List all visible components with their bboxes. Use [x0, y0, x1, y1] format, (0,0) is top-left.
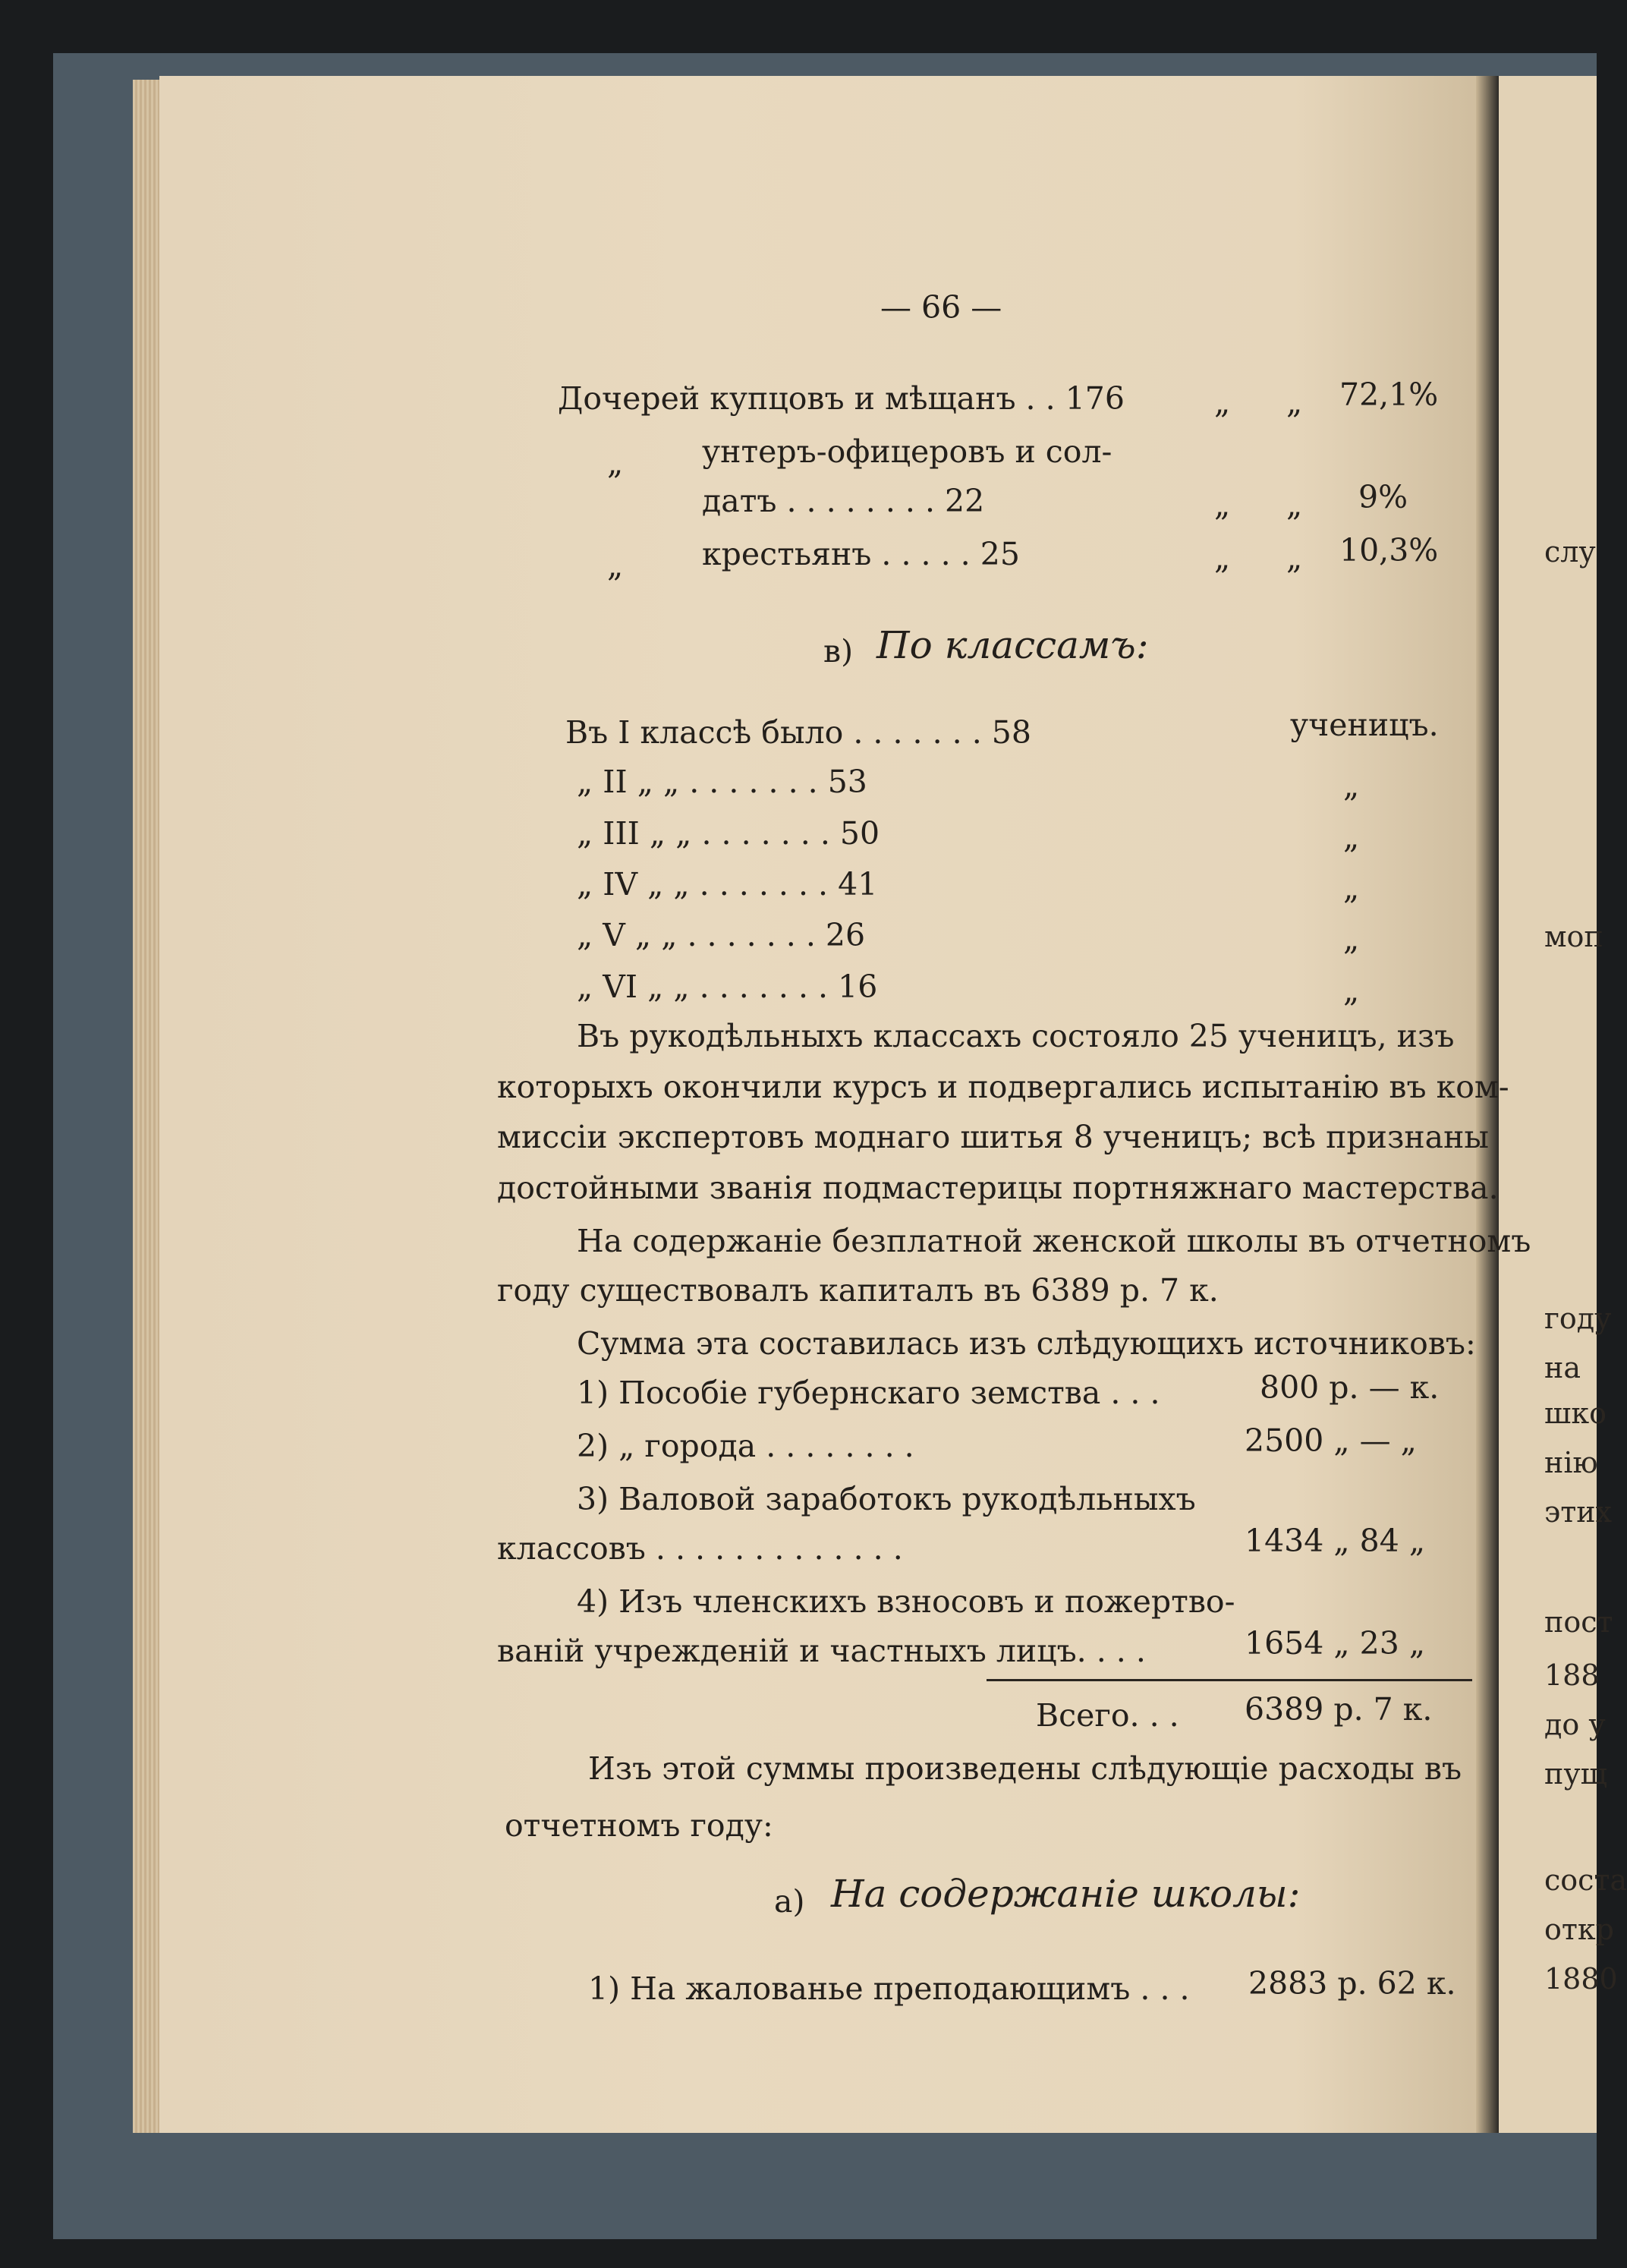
paragraph-line: году существовалъ капиталъ въ 6389 р. 7 к. [497, 1272, 1219, 1309]
page-number: — 66 — [880, 289, 1002, 326]
ditto-mark: „ [607, 547, 624, 584]
source-row: 4) Изъ членскихъ взносовъ и пожертво- [577, 1583, 1235, 1620]
paragraph-line: Сумма эта составилась изъ слѣдующихъ источниковъ: [577, 1325, 1476, 1362]
estate-row-label: Дочерей купцовъ и мѣщанъ . . 176 [558, 380, 1125, 417]
class-row: „ VI „ „ . . . . . . . 16 [577, 969, 878, 1005]
estate-percent: 72,1% [1339, 376, 1439, 413]
estate-percent: 9% [1358, 479, 1408, 515]
source-row: 3) Валовой заработокъ рукодѣльныхъ [577, 1481, 1196, 1517]
class-unit: „ [1343, 921, 1360, 957]
ditto-mark: „ [1214, 540, 1231, 576]
ditto-mark: „ [1286, 384, 1303, 421]
next-page-fragment: пущ [1544, 1757, 1608, 1791]
next-page-fragment: этих [1544, 1495, 1613, 1529]
estate-percent: 10,3% [1339, 532, 1439, 569]
next-page-fragment: на [1544, 1351, 1581, 1384]
source-amount: 2500 „ — „ [1245, 1422, 1417, 1459]
next-page-fragment: соста [1544, 1863, 1627, 1897]
next-page-edge [1499, 76, 1627, 2133]
next-page-fragment: до у [1544, 1708, 1606, 1741]
source-row: 1) Пособіе губернскаго земства . . . [577, 1375, 1160, 1411]
class-unit: „ [1343, 972, 1360, 1009]
class-row: „ V „ „ . . . . . . . 26 [577, 917, 866, 953]
class-row: „ II „ „ . . . . . . . 53 [577, 764, 867, 800]
paragraph-line: На содержаніе безплатной женской школы въ отчетномъ [577, 1223, 1531, 1259]
class-unit: „ [1343, 819, 1360, 855]
estate-row-label: датъ . . . . . . . . 22 [702, 483, 985, 519]
estate-row-label: унтеръ-офицеровъ и сол- [702, 433, 1112, 470]
next-page-fragment: 1880 [1544, 1962, 1618, 1996]
sum-rule [987, 1679, 1472, 1681]
ditto-mark: „ [1214, 487, 1231, 523]
next-page-fragment: откр [1544, 1913, 1614, 1946]
ditto-mark: „ [1286, 540, 1303, 576]
source-amount: 1654 „ 23 „ [1245, 1625, 1426, 1662]
paragraph-line: которыхъ окончили курсъ и подвергались испытанію въ ком- [497, 1069, 1509, 1105]
total-amount: 6389 р. 7 к. [1245, 1691, 1433, 1728]
section-heading: По классамъ: [876, 623, 1149, 667]
paragraph-line: Изъ этой суммы произведены слѣдующіе расходы въ [588, 1750, 1462, 1787]
paragraph-line: Въ рукодѣльныхъ классахъ состояло 25 ученицъ, изъ [577, 1018, 1455, 1054]
class-unit: „ [1343, 767, 1360, 804]
class-unit: ученицъ. [1290, 707, 1439, 743]
source-amount: 1434 „ 84 „ [1245, 1523, 1426, 1559]
class-row: Въ I классѣ было . . . . . . . 58 [565, 714, 1031, 751]
estate-row-label: крестьянъ . . . . . 25 [702, 536, 1020, 572]
next-page-fragment: пост [1544, 1605, 1613, 1639]
ditto-mark: „ [1214, 384, 1231, 421]
next-page-fragment: году [1544, 1302, 1612, 1335]
next-page-fragment: 188 [1544, 1658, 1600, 1692]
ditto-mark: „ [1286, 487, 1303, 523]
total-label: Всего. . . [1036, 1697, 1179, 1734]
class-unit: „ [1343, 870, 1360, 906]
next-page-fragment: нію [1544, 1446, 1598, 1479]
ditto-mark: „ [607, 445, 624, 481]
expense-amount: 2883 р. 62 к. [1248, 1965, 1456, 2002]
paragraph-line: миссіи экспертовъ моднаго шитья 8 ученицъ; всѣ признаны [497, 1119, 1490, 1155]
source-row: классовъ . . . . . . . . . . . . . [497, 1530, 903, 1567]
next-page-fragment: моп [1544, 920, 1603, 953]
paragraph-line: достойными званія подмастерицы портняжнаго мастерства. [497, 1170, 1499, 1206]
page-edges [133, 80, 163, 2133]
section-letter: в) [823, 633, 854, 669]
next-page-fragment: слу [1544, 535, 1596, 569]
source-row: ваній учрежденій и частныхъ лицъ. . . . [497, 1633, 1146, 1669]
section-letter: а) [774, 1883, 805, 1920]
class-row: „ IV „ „ . . . . . . . 41 [577, 866, 878, 902]
class-row: „ III „ „ . . . . . . . 50 [577, 815, 880, 852]
paragraph-line: отчетномъ году: [505, 1807, 773, 1844]
next-page-fragment: шко [1544, 1397, 1607, 1430]
expense-row: 1) На жалованье преподающимъ . . . [588, 1970, 1190, 2007]
source-row: 2) „ города . . . . . . . . [577, 1428, 914, 1464]
section-heading: На содержаніе школы: [831, 1872, 1301, 1916]
source-amount: 800 р. — к. [1260, 1369, 1440, 1406]
